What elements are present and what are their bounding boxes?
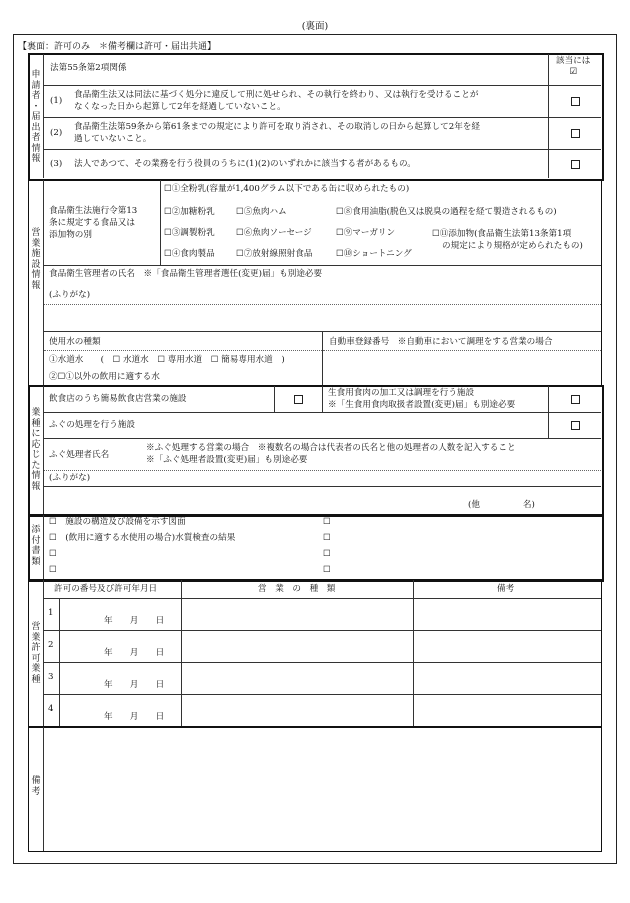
option-6[interactable]: ☐⑥魚肉ソーセージ (236, 228, 312, 238)
item-text-3: 法人であつて、その業務を行う役員のうちに(1)(2)のいずれかに該当する者があるもの。 (74, 159, 416, 169)
permit-row-num: 2 (48, 640, 54, 650)
form-subtitle: 【裏面：許可のみ ＊備考欄は許可・届出共通】 (18, 42, 217, 52)
col-header-remarks: 備考 (497, 584, 515, 594)
vehicle-label: 自動車登録番号 ※自動車において調理をする営業の場合 (329, 337, 553, 347)
option-4[interactable]: ☐④食肉製品 (164, 249, 215, 259)
facility-side-label: 営 業 施 設 情 報 (31, 228, 41, 291)
permit-row-num: 1 (48, 608, 54, 618)
fugu-note: ※ふぐ処理する営業の場合 ※複数名の場合は代表者の氏名と他の処理者の人数を記入すること ※「ふぐ処理者設置(変更)届」も別途必要 (146, 443, 516, 465)
permit-row-num: 3 (48, 672, 54, 682)
permit-row-num: 4 (48, 704, 54, 714)
item-checkbox-1[interactable] (571, 97, 580, 106)
item-checkbox-3[interactable] (571, 160, 580, 169)
item-text-1: 食品衛生法又は同法に基づく処分に違反して刑に処せられ、その執行を終わり、又は執行を受けることが なくなった日から起算して2年を経過していないこと。 (74, 90, 479, 112)
col-header-business: 営 業 の 種 類 (258, 584, 336, 594)
fugu-furigana: (ふりがな) (49, 473, 91, 483)
additives-label: 食品衛生法施行令第13 条に規定する食品又は 添加物の別 (49, 206, 138, 240)
attachments-side-label: 添 付 書 類 (31, 525, 41, 567)
law-title: 法第55条第2項関係 (50, 63, 127, 73)
simple-restaurant-checkbox[interactable] (294, 395, 303, 404)
fugu-handler-label: ふぐ処理者氏名 (49, 450, 110, 460)
option-3[interactable]: ☐③調製粉乳 (164, 228, 215, 238)
option-8[interactable]: ☐⑧食用油脂(脱色又は脱臭の過程を経て製造されるもの) (336, 207, 557, 217)
item-text-2: 食品衛生法第59条から第61条までの規定により許可を取り消され、その取消しの日から起算して2年を経 過していないこと。 (74, 122, 480, 144)
item-checkbox-2[interactable] (571, 129, 580, 138)
option-5[interactable]: ☐⑤魚肉ハム (236, 207, 287, 217)
permit-row-date: 年 月 日 (104, 680, 165, 690)
attachment-right-2[interactable]: ☐ (323, 533, 331, 543)
item-num-1: (1) (50, 96, 63, 106)
water-option-2[interactable]: ②☐①以外の飲用に適する水 (49, 372, 160, 382)
attachment-item-2[interactable]: ☐ (飲用に適する水使用の場合)水質検査の結果 (49, 533, 236, 543)
option-11[interactable]: ☐⑪添加物(食品衛生法第13条第1項 の規定により規格が定められたもの) (432, 229, 583, 251)
option-10[interactable]: ☐⑩ショートニング (336, 249, 412, 259)
remarks-side-label: 備 考 (31, 776, 41, 797)
attachment-right-4[interactable]: ☐ (323, 565, 331, 575)
fugu-facility-checkbox[interactable] (571, 421, 580, 430)
option-2[interactable]: ☐②加糖粉乳 (164, 207, 215, 217)
option-9[interactable]: ☐⑨マーガリン (336, 228, 396, 238)
attachment-item-1[interactable]: ☐ 施設の構造及び設備を示す図面 (49, 517, 186, 527)
applicable-header: 該当には ☑ (556, 56, 591, 77)
raw-meat-checkbox[interactable] (571, 395, 580, 404)
item-num-3: (3) (50, 159, 63, 169)
attachment-item-3[interactable]: ☐ (49, 549, 57, 559)
fugu-others-count: (他 名) (468, 500, 535, 510)
remarks-section (28, 726, 602, 852)
permit-row-date: 年 月 日 (104, 648, 165, 658)
permit-row-date: 年 月 日 (104, 616, 165, 626)
page-label: (裏面) (301, 21, 329, 32)
attachment-right-1[interactable]: ☐ (323, 517, 331, 527)
applicant-side-label: 申 請 者 ・ 届 出 者 情 報 (31, 70, 41, 164)
water-option-1[interactable]: ①水道水 ( ☐ 水道水 ☐ 専用水道 ☐ 簡易専用水道 ) (49, 355, 285, 365)
attachment-item-4[interactable]: ☐ (49, 565, 57, 575)
option-1[interactable]: ☐①全粉乳(容量が1,400グラム以下である缶に収められたもの) (164, 184, 410, 194)
raw-meat-label: 生食用食肉の加工又は調理を行う施設 ※「生食用食肉取扱者設置(変更)届」も別途必要 (328, 388, 516, 410)
manager-label: 食品衛生管理者の氏名 ※「食品衛生管理者選任(変更)届」も別途必要 (49, 269, 323, 279)
attachment-right-3[interactable]: ☐ (323, 549, 331, 559)
water-label: 使用水の種類 (49, 337, 101, 347)
manager-furigana: (ふりがな) (49, 290, 91, 300)
business-side-label: 業 種 に 応 じ た 情 報 (31, 408, 41, 492)
simple-restaurant-label: 飲食店のうち簡易飲食店営業の施設 (49, 394, 187, 404)
fugu-facility-label: ふぐの処理を行う施設 (49, 420, 135, 430)
permit-row-date: 年 月 日 (104, 712, 165, 722)
permits-side-label: 営 業 許 可 業 種 (31, 622, 41, 685)
option-7[interactable]: ☐⑦放射線照射食品 (236, 249, 313, 259)
item-num-2: (2) (50, 128, 63, 138)
col-header-permit: 許可の番号及び許可年月日 (54, 584, 158, 594)
